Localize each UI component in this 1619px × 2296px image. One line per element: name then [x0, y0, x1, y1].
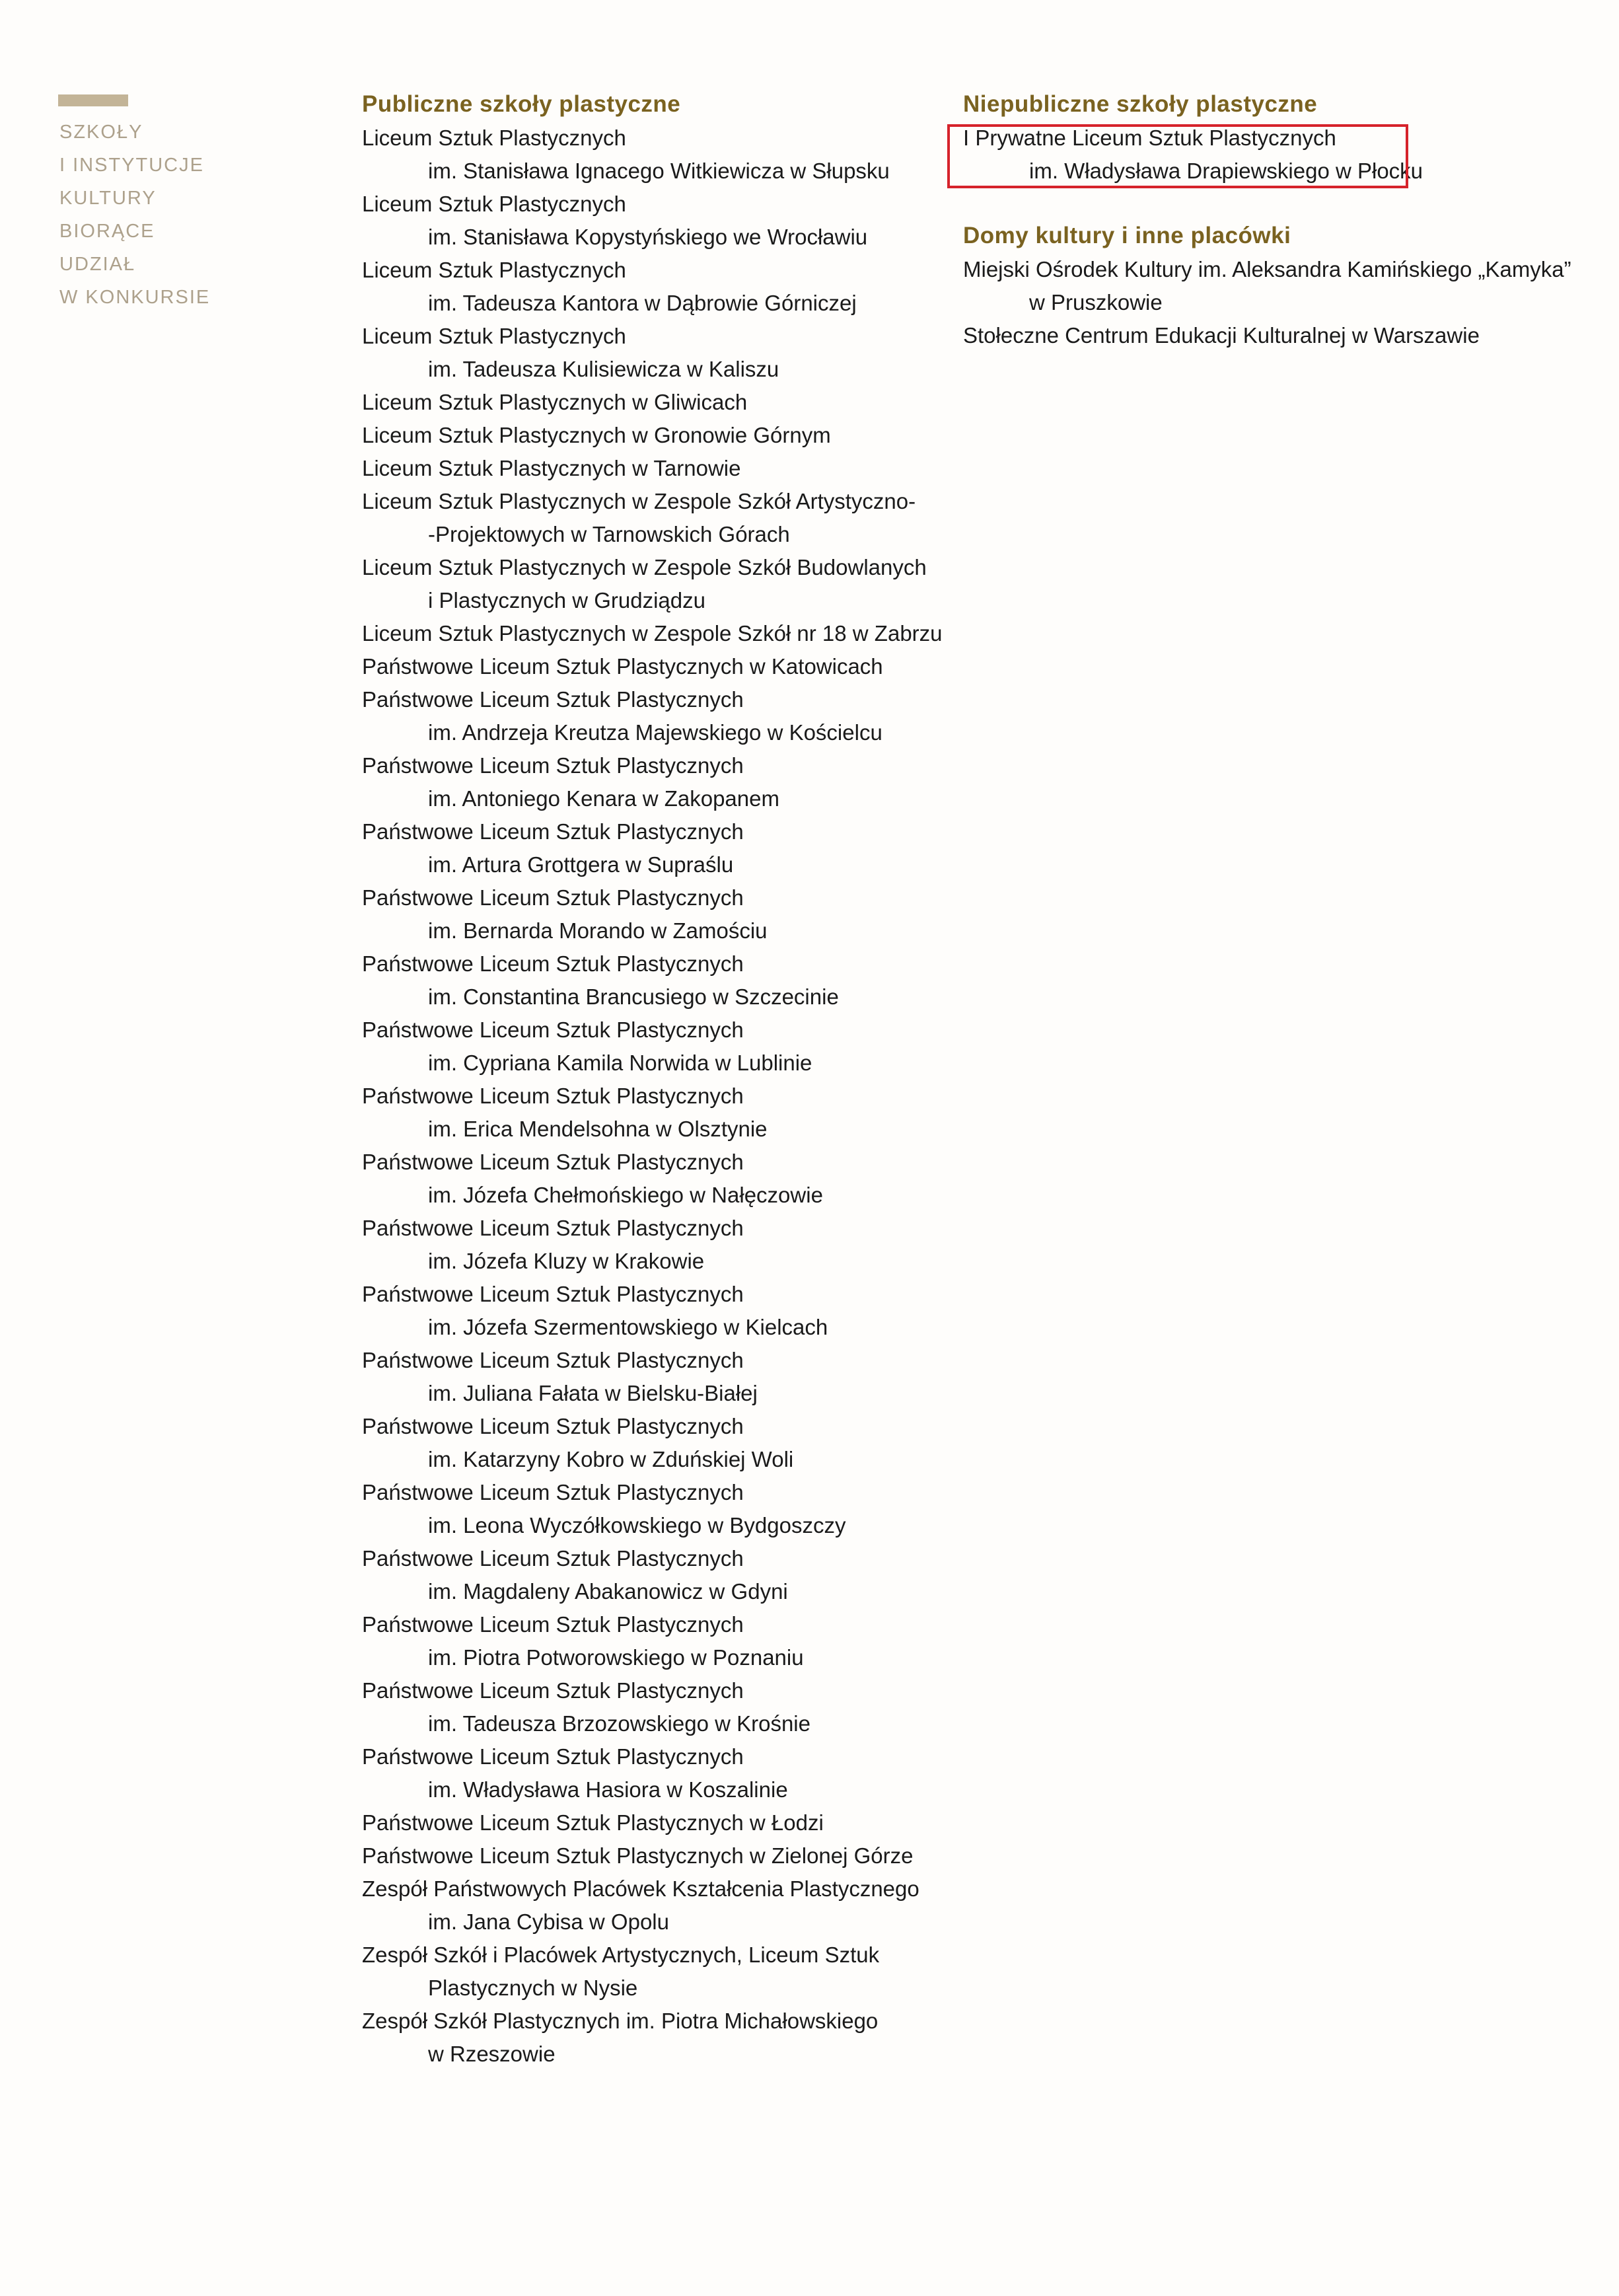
sidebar-label-line: I INSTYTUCJE	[59, 155, 204, 176]
public-school-entry	[362, 419, 943, 452]
culture-houses-title: Domy kultury i inne placówki	[963, 223, 1291, 248]
sidebar-label-line: UDZIAŁ	[59, 254, 136, 275]
public-schools-title: Publiczne szkoły plastyczne	[362, 91, 681, 117]
public-school-entry-name: Liceum Sztuk Plastycznych	[362, 324, 626, 348]
public-school-entry	[362, 1806, 943, 1839]
culture-house-entry-name: Miejski Ośrodek Kultury im. Aleksandra Kamińskiego „Kamyka”	[963, 257, 1571, 281]
public-school-entry-name: Państwowe Liceum Sztuk Plastycznych	[362, 1084, 744, 1108]
public-school-entry	[362, 683, 943, 749]
culture-house-entry	[963, 253, 1597, 319]
public-school-entry	[362, 650, 943, 683]
public-school-entry-detail: im. Cypriana Kamila Norwida w Lublinie	[428, 1051, 812, 1075]
public-school-entry-detail: im. Artura Grottgera w Supraślu	[428, 852, 734, 877]
highlight-box	[947, 124, 1408, 188]
public-school-entry	[362, 1542, 943, 1608]
public-school-entry-name: Liceum Sztuk Plastycznych w Zespole Szkół nr 18 w Zabrzu	[362, 621, 943, 646]
public-school-entry	[362, 551, 943, 617]
public-school-entry-name: Liceum Sztuk Plastycznych w Zespole Szkół Artystyczno-	[362, 489, 916, 513]
public-school-entry	[362, 1740, 943, 1806]
sidebar-label-line: W KONKURSIE	[59, 287, 211, 308]
public-school-entry-detail: im. Józefa Kluzy w Krakowie	[428, 1249, 705, 1273]
culture-houses-list	[963, 253, 1597, 352]
public-school-entry	[362, 815, 943, 881]
public-school-entry-name: Państwowe Liceum Sztuk Plastycznych	[362, 1678, 744, 1703]
public-school-entry-name: Państwowe Liceum Sztuk Plastycznych	[362, 1612, 744, 1637]
section-spacer	[963, 188, 1597, 219]
public-school-entry-detail: im. Józefa Chełmońskiego w Nałęczowie	[428, 1183, 823, 1207]
public-school-entry-detail: im. Stanisława Kopystyńskiego we Wrocławiu	[428, 225, 868, 249]
public-school-entry-name: Państwowe Liceum Sztuk Plastycznych	[362, 1546, 744, 1571]
public-school-entry	[362, 1872, 943, 1939]
public-school-entry-detail: im. Stanisława Ignacego Witkiewicza w Słupsku	[428, 159, 890, 183]
public-school-entry-detail: im. Tadeusza Brzozowskiego w Krośnie	[428, 1711, 810, 1736]
public-school-entry-name: Zespół Szkół i Placówek Artystycznych, Liceum Sztuk	[362, 1943, 880, 1967]
sidebar-section-label	[59, 116, 231, 314]
public-school-entry	[362, 1344, 943, 1410]
public-school-entry-name: Państwowe Liceum Sztuk Plastycznych w Katowicach	[362, 654, 883, 679]
public-school-entry-detail: -Projektowych w Tarnowskich Górach	[428, 522, 790, 546]
public-school-entry-name: Państwowe Liceum Sztuk Plastycznych	[362, 951, 744, 976]
public-school-entry-detail: im. Leona Wyczółkowskiego w Bydgoszczy	[428, 1513, 846, 1537]
public-school-entry-detail: Plastycznych w Nysie	[428, 1976, 638, 2000]
public-school-entry-name: Państwowe Liceum Sztuk Plastycznych	[362, 753, 744, 778]
public-school-entry-name: Państwowe Liceum Sztuk Plastycznych	[362, 1216, 744, 1240]
public-school-entry	[362, 1014, 943, 1080]
culture-house-entry-detail: w Pruszkowie	[1029, 290, 1163, 315]
public-school-entry-detail: im. Piotra Potworowskiego w Poznaniu	[428, 1645, 804, 1670]
public-school-entry-name: Liceum Sztuk Plastycznych w Zespole Szkół Budowlanych	[362, 555, 927, 579]
public-school-entry-name: Zespół Szkół Plastycznych im. Piotra Michałowskiego	[362, 2009, 879, 2033]
sidebar-label-line: BIORĄCE	[59, 221, 155, 242]
public-school-entry	[362, 947, 943, 1014]
public-school-entry-name: Państwowe Liceum Sztuk Plastycznych	[362, 1744, 744, 1769]
public-school-entry	[362, 1939, 943, 2005]
public-school-entry-detail: im. Juliana Fałata w Bielsku-Białej	[428, 1381, 758, 1405]
public-school-entry	[362, 1410, 943, 1476]
culture-house-entry	[963, 319, 1597, 352]
public-school-entry	[362, 1476, 943, 1542]
public-school-entry	[362, 1146, 943, 1212]
public-school-entry	[362, 1608, 943, 1674]
public-school-entry-detail: im. Tadeusza Kantora w Dąbrowie Górniczej	[428, 291, 857, 315]
public-school-entry	[362, 320, 943, 386]
public-schools-column	[362, 87, 943, 2071]
sidebar-label-line: SZKOŁY	[59, 122, 143, 143]
public-school-entry	[362, 485, 943, 551]
public-school-entry-name: Zespół Państwowych Placówek Kształcenia Plastycznego	[362, 1876, 919, 1901]
public-school-entry-name: Liceum Sztuk Plastycznych	[362, 126, 626, 150]
private-schools-title: Niepubliczne szkoły plastyczne	[963, 91, 1318, 117]
public-school-entry	[362, 1278, 943, 1344]
public-school-entry	[362, 749, 943, 815]
public-school-entry-detail: im. Erica Mendelsohna w Olsztynie	[428, 1117, 768, 1141]
public-school-entry-name: Państwowe Liceum Sztuk Plastycznych	[362, 1150, 744, 1174]
public-school-entry-name: Państwowe Liceum Sztuk Plastycznych	[362, 687, 744, 712]
public-school-entry-name: Państwowe Liceum Sztuk Plastycznych	[362, 885, 744, 910]
public-school-entry-detail: im. Bernarda Morando w Zamościu	[428, 918, 768, 943]
public-school-entry-name: Liceum Sztuk Plastycznych	[362, 258, 626, 282]
public-school-entry-detail: im. Władysława Hasiora w Koszalinie	[428, 1777, 788, 1802]
public-school-entry-detail: im. Antoniego Kenara w Zakopanem	[428, 786, 779, 811]
public-school-entry	[362, 122, 943, 188]
public-school-entry	[362, 1839, 943, 1872]
culture-house-entry-name: Stołeczne Centrum Edukacji Kulturalnej w Warszawie	[963, 323, 1480, 348]
sidebar-label-line: KULTURY	[59, 188, 157, 209]
public-school-entry-name: Państwowe Liceum Sztuk Plastycznych	[362, 1018, 744, 1042]
sidebar-accent-bar	[58, 94, 128, 106]
public-school-entry-detail: i Plastycznych w Grudziądzu	[428, 588, 705, 612]
public-school-entry	[362, 188, 943, 254]
public-school-entry-name: Państwowe Liceum Sztuk Plastycznych	[362, 1414, 744, 1438]
public-school-entry-name: Państwowe Liceum Sztuk Plastycznych	[362, 1348, 744, 1372]
public-school-entry	[362, 452, 943, 485]
public-school-entry-detail: im. Magdaleny Abakanowicz w Gdyni	[428, 1579, 788, 1604]
public-school-entry-name: Liceum Sztuk Plastycznych w Gliwicach	[362, 390, 748, 414]
public-school-entry	[362, 1080, 943, 1146]
public-school-entry-detail: w Rzeszowie	[428, 2042, 556, 2066]
public-school-entry-name: Państwowe Liceum Sztuk Plastycznych	[362, 819, 744, 844]
public-school-entry-name: Państwowe Liceum Sztuk Plastycznych	[362, 1480, 744, 1504]
public-school-entry	[362, 1212, 943, 1278]
public-school-entry-detail: im. Constantina Brancusiego w Szczecinie	[428, 984, 839, 1009]
public-school-entry	[362, 1674, 943, 1740]
public-school-entry-name: Państwowe Liceum Sztuk Plastycznych w Łodzi	[362, 1810, 824, 1835]
private-school-entry-detail: im. Władysława Drapiewskiego w Płocku	[1029, 159, 1423, 183]
public-school-entry-detail: im. Tadeusza Kulisiewicza w Kaliszu	[428, 357, 779, 381]
public-school-entry-name: Liceum Sztuk Plastycznych w Tarnowie	[362, 456, 741, 480]
public-school-entry-name: Państwowe Liceum Sztuk Plastycznych w Zielonej Górze	[362, 1843, 914, 1868]
public-school-entry	[362, 386, 943, 419]
private-school-entry-name: I Prywatne Liceum Sztuk Plastycznych	[963, 126, 1336, 150]
public-school-entry-detail: im. Józefa Szermentowskiego w Kielcach	[428, 1315, 828, 1339]
public-schools-list	[362, 122, 943, 2071]
public-school-entry	[362, 254, 943, 320]
public-school-entry-name: Państwowe Liceum Sztuk Plastycznych	[362, 1282, 744, 1306]
public-school-entry-detail: im. Andrzeja Kreutza Majewskiego w Kościelcu	[428, 720, 882, 745]
public-school-entry-name: Liceum Sztuk Plastycznych w Gronowie Górnym	[362, 423, 831, 447]
public-school-entry	[362, 881, 943, 947]
public-school-entry	[362, 2005, 943, 2071]
public-school-entry	[362, 617, 943, 650]
public-school-entry-detail: im. Katarzyny Kobro w Zduńskiej Woli	[428, 1447, 794, 1471]
public-school-entry-detail: im. Jana Cybisa w Opolu	[428, 1909, 669, 1934]
public-school-entry-name: Liceum Sztuk Plastycznych	[362, 192, 626, 216]
